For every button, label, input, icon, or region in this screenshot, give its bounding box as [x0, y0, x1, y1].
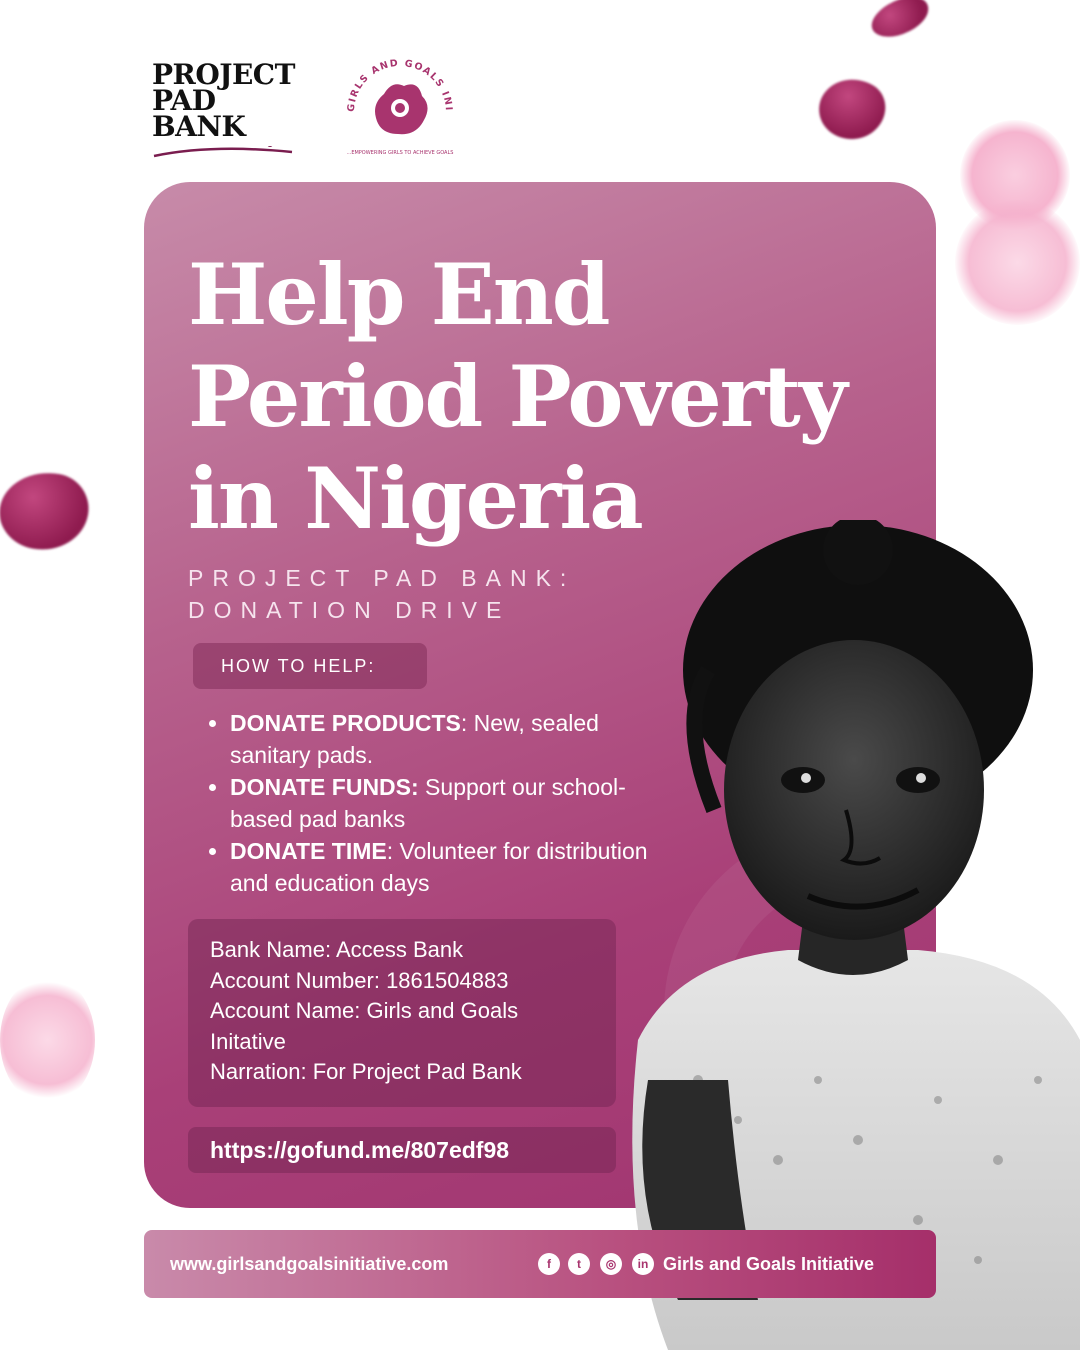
twitter-icon[interactable]: t — [568, 1253, 590, 1275]
flower-decoration — [955, 200, 1080, 325]
svg-text:...EMPOWERING GIRLS TO ACHIEVE: ...EMPOWERING GIRLS TO ACHIEVE GOALS — [346, 150, 454, 156]
linkedin-icon[interactable]: in — [632, 1253, 654, 1275]
account-name: Account Name: Girls and Goals Initative — [210, 998, 519, 1054]
help-list — [206, 707, 650, 899]
petal-decoration — [809, 66, 895, 152]
headline-line: in Nigeria — [188, 449, 642, 548]
headline-line: Period Poverty — [188, 347, 846, 446]
list-item: • DONATE FUNDS: Support our school-based pad banks — [230, 771, 650, 835]
headline-line: Help End — [188, 245, 609, 344]
headline — [188, 244, 908, 550]
narration: Narration: For Project Pad Bank — [210, 1059, 522, 1085]
account-number: Account Number: 1861504883 — [210, 967, 509, 993]
flower-decoration — [0, 975, 95, 1105]
list-item: • DONATE PRODUCTS: New, sealed sanitary pads. — [230, 707, 650, 771]
petal-decoration — [866, 0, 934, 43]
bank-name: Bank Name: Access Bank — [210, 937, 464, 962]
petal-decoration — [0, 465, 94, 557]
girl-portrait-photo — [618, 520, 1080, 1350]
bank-details-box — [188, 919, 616, 1107]
donation-link[interactable]: https://gofund.me/807edf98 — [188, 1127, 616, 1173]
footer-org-name: Girls and Goals Initiative — [663, 1254, 875, 1274]
website-link[interactable]: www.girlsandgoalsinitiative.com — [170, 1254, 449, 1274]
subtitle: PROJECT PAD BANK: DONATION DRIVE — [188, 565, 576, 623]
list-item: • DONATE TIME: Volunteer for distribution and education days — [230, 835, 650, 899]
svg-text:GIRLS AND GOALS INITIATIVE: GIRLS AND GOALS INI — [345, 57, 455, 113]
swoosh-icon — [152, 146, 302, 158]
how-to-help-label: HOW TO HELP: — [193, 643, 427, 689]
facebook-icon[interactable]: f — [538, 1253, 560, 1275]
girls-and-goals-logo — [332, 50, 468, 160]
instagram-icon[interactable]: ◎ — [600, 1253, 622, 1275]
project-pad-bank-logo: PROJECT PAD BANK — [152, 62, 302, 157]
